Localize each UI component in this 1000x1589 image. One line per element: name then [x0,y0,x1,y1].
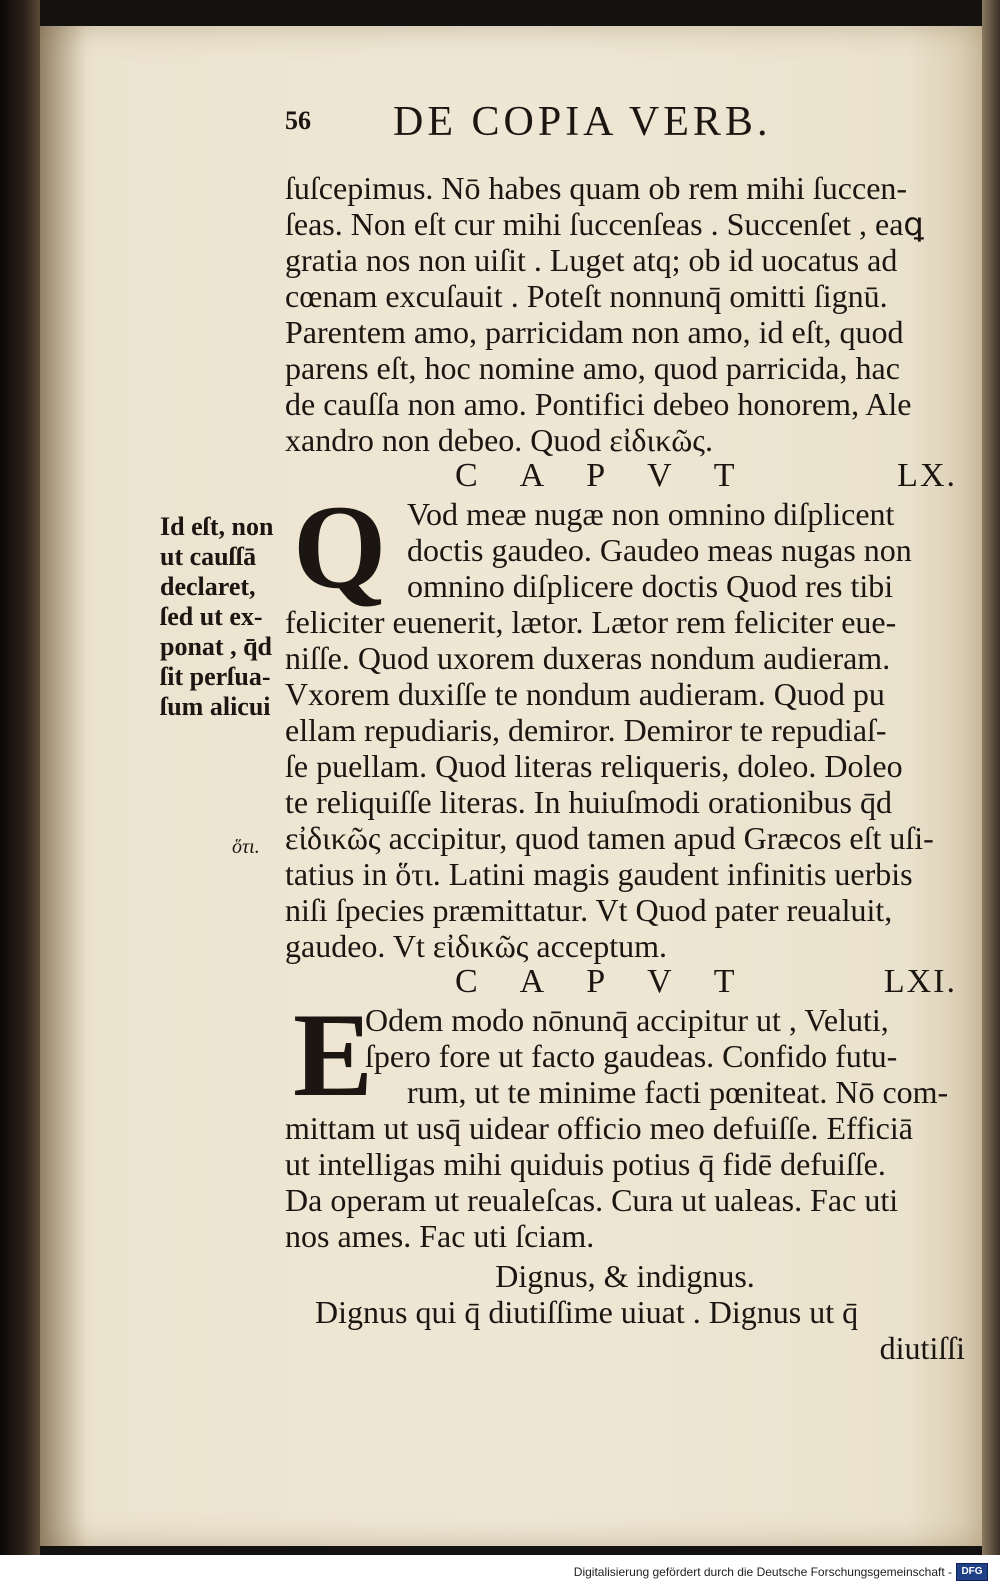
text-line: feliciter euenerit, lætor. Lætor rem feliciter eue- [285,604,897,640]
drop-cap-e: E [293,988,374,1121]
text-line: ſeas. Non eſt cur mihi ſuccenſeas . Succenſet , eaꝗ [285,206,924,242]
text-line: Vod meæ nugæ non omnino diſplicent [407,496,895,532]
text-line: εἰδικῶς accipitur, quod tamen apud Græcos eſt uſi- [285,820,934,856]
text-line: ſuſcepimus. Nō habes quam ob rem mihi ſuccen- [285,170,908,206]
text-line: cœnam excuſauit . Poteſt nonnunq̄ omitti ſignū. [285,278,888,314]
chapter-lxi-body [285,988,965,1254]
text-line: mittam ut usq̄ uidear officio meo defuiſſe. Efficiā [285,1110,913,1146]
chapter-lx-body [285,480,965,964]
margin-note [160,512,292,722]
chapter-heading-lx [285,458,965,496]
text-line: ellam repudiaris, demiror. Demiror te repudiaſ- [285,712,887,748]
margin-note-line: declaret, [160,572,256,601]
text-line: Parentem amo, parricidam non amo, id eſt, quod [285,314,904,350]
text-line: nos ames. Fac uti ſciam. [285,1218,595,1254]
margin-note-line: ut cauſſā [160,542,257,571]
drop-cap-q: Q [293,480,387,613]
chapter-number: LX. [897,457,957,494]
catchword: diutiſſi [879,1330,965,1366]
text-line: ut intelligas mihi quiduis potius q̄ fidē defuiſſe. [285,1146,886,1182]
footer-credit: Digitalisierung gefördert durch die Deutsche Forschungsgemeinschaft - [573,1565,952,1579]
text-line: de cauſſa non amo. Pontifici debeo honorem, Ale [285,386,912,422]
text-line: xandro non debeo. Quod εἰδικῶς. [285,422,713,458]
footer-bar [0,1555,1000,1589]
text-line: ſe puellam. Quod literas reliqueris, doleo. Doleo [285,748,903,784]
margin-note-line: ſed ut ex- [160,602,263,631]
text-line: tatius in ὅτι. Latini magis gaudent infinitis uerbis [285,856,913,892]
chapter-label: CAPVT [455,457,777,494]
margin-greek-note: ὅτι. [232,836,260,858]
margin-note-line: ponat , q̄d [160,632,272,661]
text-line: omnino diſplicere doctis Quod res tibi [407,568,894,604]
text-line: doctis gaudeo. Gaudeo meas nugas non [407,532,912,568]
margin-note-line: ſum alicui [160,692,271,721]
chapter-number: LXI. [883,963,957,1000]
dfg-logo: DFG [956,1563,988,1581]
text-line: gratia nos non uiſit . Luget atq; ob id uocatus ad [285,242,898,278]
text-line: gaudeo. Vt εἰδικῶς acceptum. [285,928,668,964]
margin-note-line: ſit perſua- [160,662,271,691]
text-line: Da operam ut reualeſcas. Cura ut ualeas. Fac uti [285,1182,899,1218]
text-line: rum, ut te minime facti pœniteat. Nō com- [407,1074,949,1110]
text-line: ſpero fore ut facto gaudeas. Confido futu- [365,1038,898,1074]
subheading: Dignus, & indignus. [495,1258,755,1294]
text-line: Vxorem duxiſſe te nondum audieram. Quod pu [285,676,885,712]
text-block-4 [285,1294,965,1366]
text-line: Odem modo nōnunq̄ accipitur ut , Veluti, [365,1002,889,1038]
margin-note-line: Id eſt, non [160,512,274,541]
text-line: te reliquiſſe literas. In huiuſmodi orationibus q̄d [285,784,892,820]
gutter-shadow [40,26,86,1546]
chapter-heading-lxi [285,964,965,1002]
main-text [285,170,965,1366]
text-line: niſſe. Quod uxorem duxeras nondum audieram. [285,640,891,676]
text-line: niſi ſpecies præmittatur. Vt Quod pater reualuit, [285,892,893,928]
scan-edge-right [982,0,1000,1555]
scan-edge-left [0,0,40,1555]
running-head [285,98,845,158]
text-line: parens eſt, hoc nomine amo, quod parricida, hac [285,350,900,386]
running-title: DE COPIA VERB. [393,99,772,145]
chapter-label: CAPVT [455,963,777,1000]
text-block-1 [285,170,965,458]
page-number: 56 [285,106,311,135]
text-line: Dignus qui q̄ diutiſſime uiuat . Dignus ut q̄ [315,1294,859,1330]
